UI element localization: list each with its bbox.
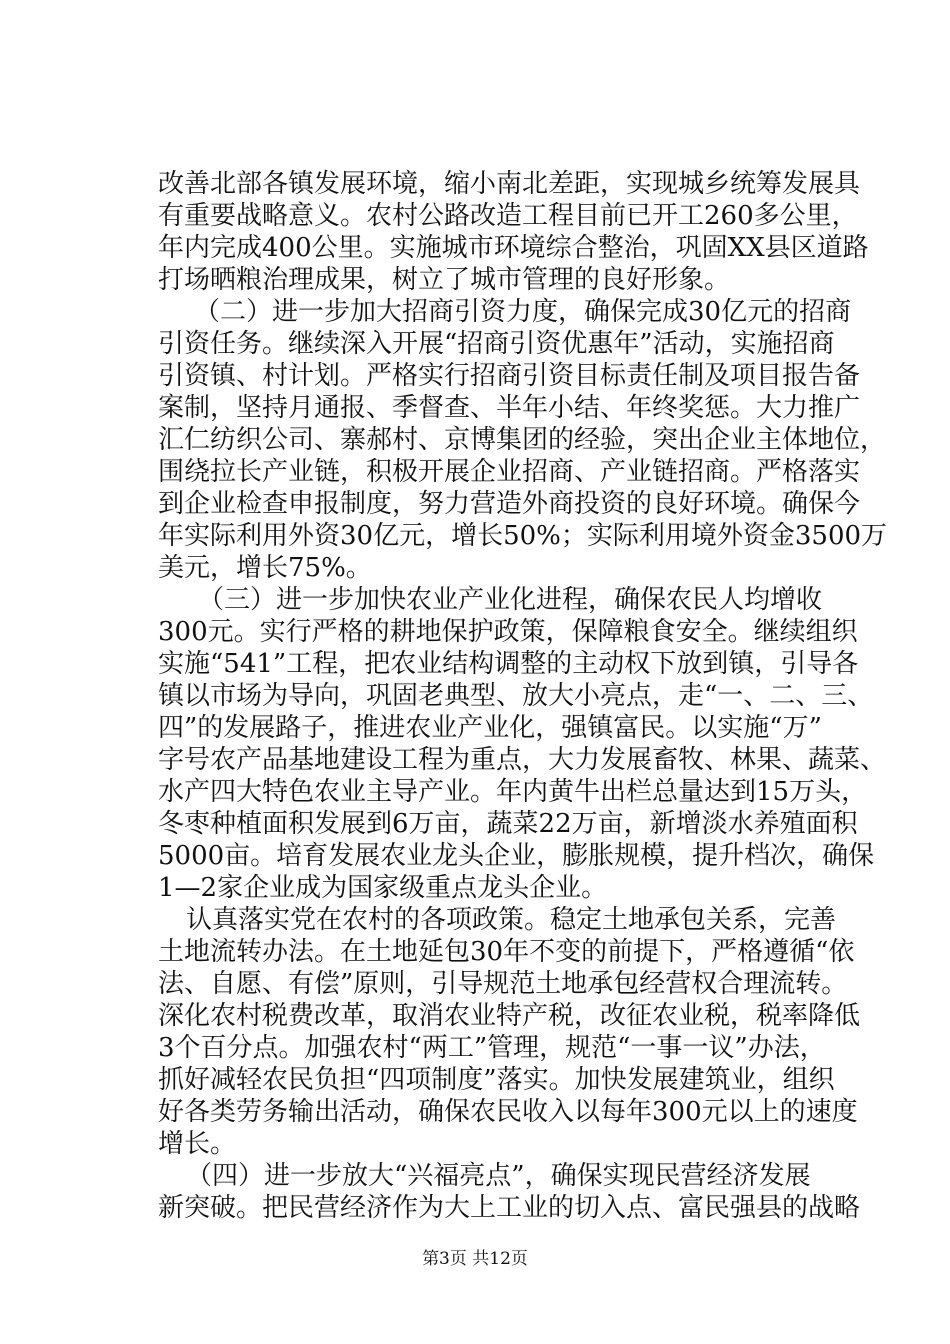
text-line: 法、自愿、有偿”原则，引导规范土地承包经营权合理流转。 [158,969,848,999]
text-line: 年实际利用外资30亿元，增长50%；实际利用境外资金3500万 [158,521,888,551]
text-line: 案制，坚持月通报、季督查、半年小结、年终奖惩。大力推广 [158,393,861,423]
text-line: 围绕拉长产业链，积极开展企业招商、产业链招商。严格落实 [158,457,861,487]
text-line: 年内完成400公里。实施城市环境综合整治，巩固XX县区道路 [158,233,869,263]
paragraph-first-line: （三）进一步加快农业产业化进程，确保农民人均增收 [198,585,823,615]
text-line: 镇以市场为导向，巩固老典型、放大小亮点，走“一、二、三、 [158,681,874,711]
text-line: 汇仁纺织公司、寨郝村、京博集团的经验，突出企业主体地位， [158,425,887,455]
text-line: 增长。 [158,1129,237,1159]
text-line: 5000亩。培育发展农业龙头企业，膨胀规模，提升档次，确保 [158,841,875,871]
text-line: 3个百分点。加强农村“两工”管理，规范“一事一议”办法， [158,1033,826,1063]
text-line: 美元，增长75%。 [158,553,372,583]
text-line: 引资任务。继续深入开展“招商引资优惠年”活动，实施招商 [158,329,835,359]
text-line: 土地流转办法。在土地延包30年不变的前提下，严格遵循“依 [158,937,855,967]
paragraph-first-line: （四）进一步放大“兴福亮点”，确保实现民营经济发展 [186,1161,811,1191]
text-line: 1—2家企业成为国家级重点龙头企业。 [158,873,608,903]
text-line: 字号农产品基地建设工程为重点，大力发展畜牧、林果、蔬菜、 [158,745,887,775]
text-line: 有重要战略意义。农村公路改造工程目前已开工260多公里， [158,201,858,231]
page-number-footer: 第3页 共12页 [422,1249,528,1269]
text-line: 深化农村税费改革，取消农业特产税，改征农业税，税率降低 [158,1001,861,1031]
text-line: 打场晒粮治理成果，树立了城市管理的良好形象。 [158,265,731,295]
text-line: 300元。实行严格的耕地保护政策，保障粮食安全。继续组织 [158,617,858,647]
text-line: 到企业检查申报制度，努力营造外商投资的良好环境。确保今 [158,489,861,519]
paragraph-first-line: （二）进一步加大招商引资力度，确保完成30亿元的招商 [194,297,852,327]
text-line: 抓好减轻农民负担“四项制度”落实。加快发展建筑业，组织 [158,1065,835,1095]
text-line: 水产四大特色农业主导产业。年内黄牛出栏总量达到15万头， [158,777,868,807]
text-line: 引资镇、村计划。严格实行招商引资目标责任制及项目报告备 [158,361,861,391]
paragraph-first-line: 认真落实党在农村的各项政策。稳定土地承包关系，完善 [186,905,837,935]
text-line: 改善北部各镇发展环境，缩小南北差距，实现城乡统筹发展具 [158,169,861,199]
text-line: 四”的发展路子，推进农业产业化，强镇富民。以实施“万” [158,713,822,743]
text-line: 新突破。把民营经济作为大上工业的切入点、富民强县的战略 [158,1193,861,1223]
text-line: 实施“541”工程，把农业结构调整的主动权下放到镇，引导各 [158,649,859,679]
text-line: 好各类劳务输出活动，确保农民收入以每年300元以上的速度 [158,1097,858,1127]
text-line: 冬枣种植面积发展到6万亩，蔬菜22万亩，新增淡水养殖面积 [158,809,858,839]
